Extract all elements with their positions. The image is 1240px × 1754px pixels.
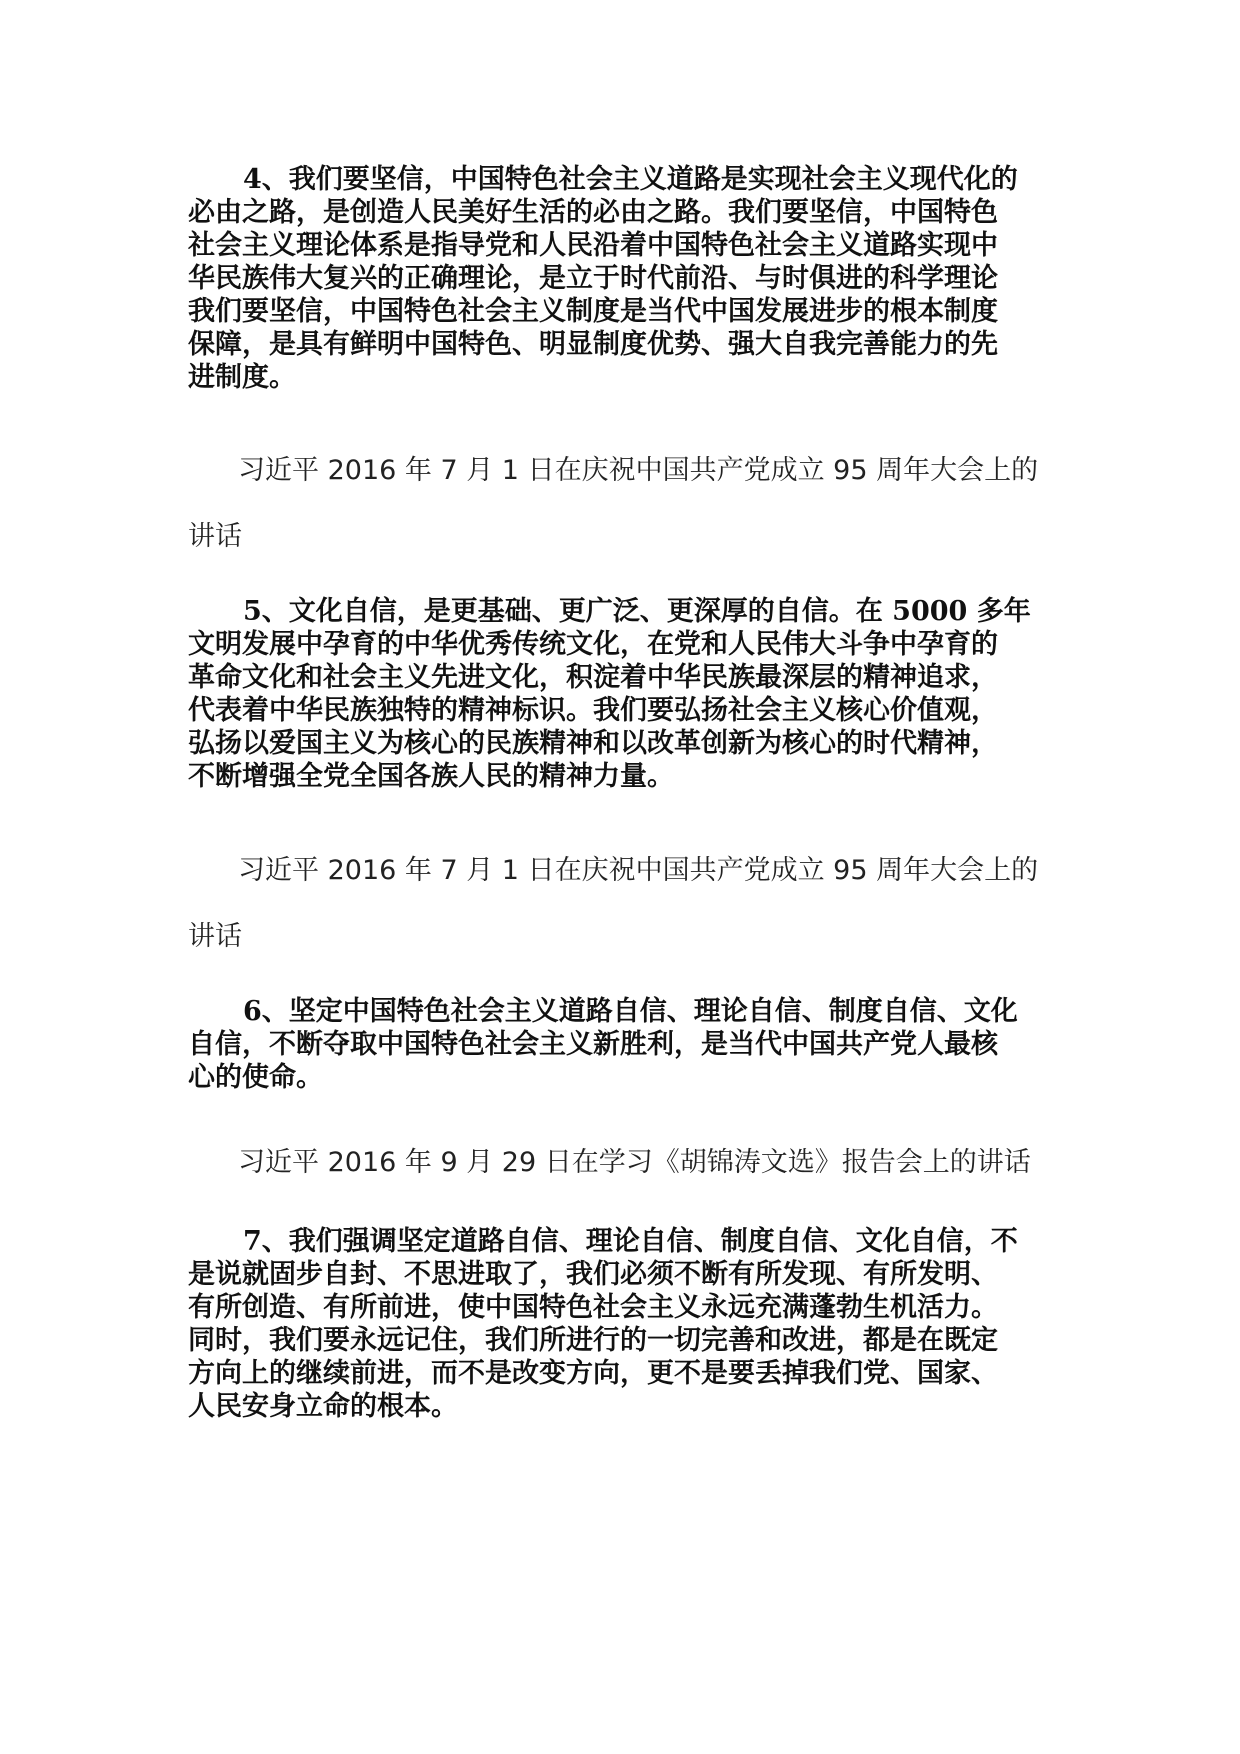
quote-paragraph-4: 4、我们要坚信，中国特色社会主义道路是实现社会主义现代化的 必由之路，是创造人民美好生活的必由之路。我们要坚信，中国特色 社会主义理论体系是指导党和人民沿着中国特色社会主义道路实现中 华民族伟大复兴的正确理论，是立于时代前沿、与时俱进的科学理论 我们要坚信，中国特色社会主义制度是当代中国发展进步的根本制度 保障，是具有鲜明中国特色、明显制度优势、强大自我完善能力的先 进制度。 [188,164,1018,393]
quote-source-4: 习近平 2016 年 7 月 1 日在庆祝中国共产党成立 95 周年大会上的 讲话 [188,455,1039,552]
quote-paragraph-6: 6、坚定中国特色社会主义道路自信、理论自信、制度自信、文化 自信，不断夺取中国特色社会主义新胜利，是当代中国共产党人最核 心的使命。 [188,996,1018,1093]
quote-source-6: 习近平 2016 年 9 月 29 日在学习《胡锦涛文选》报告会上的讲话 [238,1147,1031,1178]
quote-paragraph-7: 7、我们强调坚定道路自信、理论自信、制度自信、文化自信，不 是说就固步自封、不思进取了，我们必须不断有所发现、有所发明、 有所创造、有所前进，使中国特色社会主义永远充满蓬勃生机活力。 同时，我们要永远记住，我们所进行的一切完善和改进，都是在既定 方向上的继续前进，而不是改变方向，更不是要丢掉我们党、国家、 人民安身立命的根本。 [188,1226,1018,1422]
quote-source-5: 习近平 2016 年 7 月 1 日在庆祝中国共产党成立 95 周年大会上的 讲话 [188,855,1039,952]
quote-paragraph-5: 5、文化自信，是更基础、更广泛、更深厚的自信。在 5000 多年 文明发展中孕育的中华优秀传统文化，在党和人民伟大斗争中孕育的 革命文化和社会主义先进文化，积淀着中华民族最深层的精神追求， 代表着中华民族独特的精神标识。我们要弘扬社会主义核心价值观， 弘扬以爱国主义为核心的民族精神和以改革创新为核心的时代精神， 不断增强全党全国各族人民的精神力量。 [188,596,1031,792]
